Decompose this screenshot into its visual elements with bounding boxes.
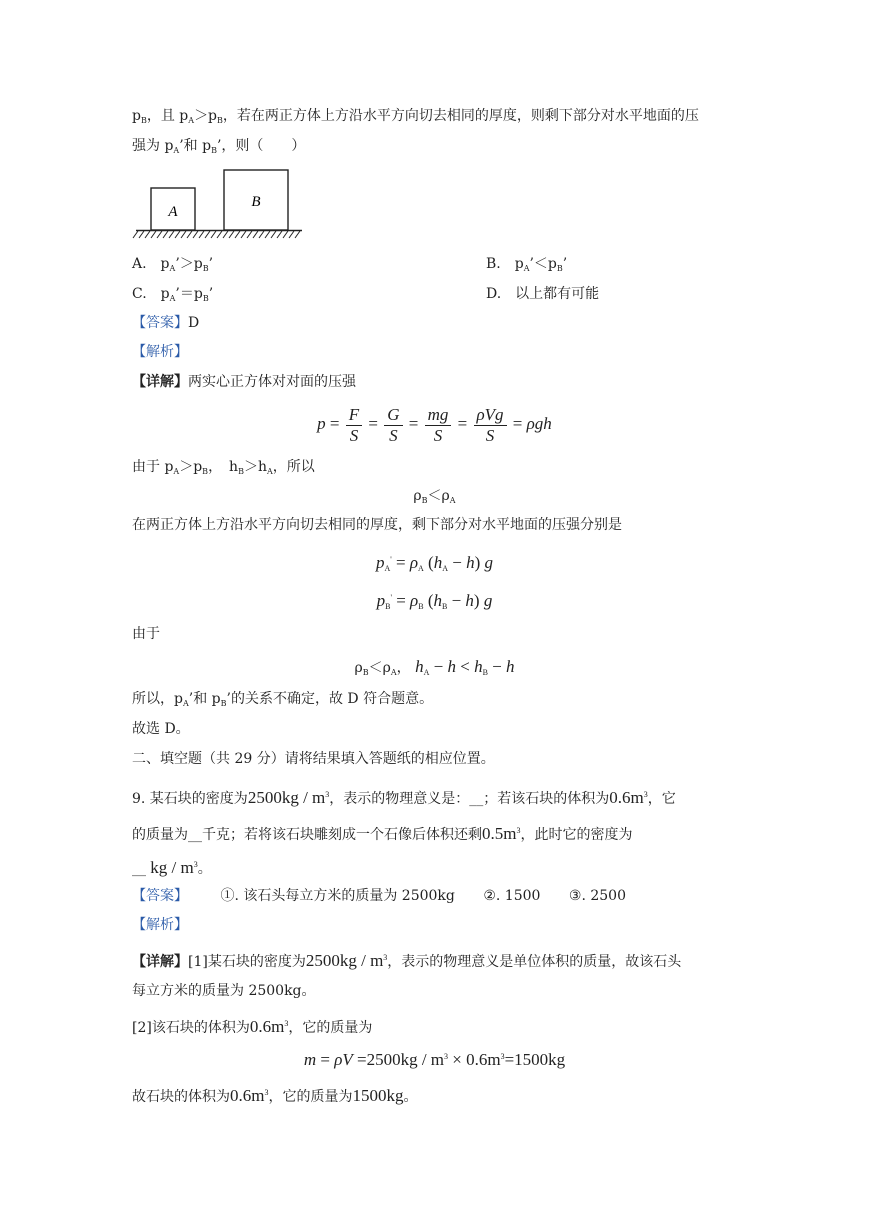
answer-tag: 【答案】	[132, 315, 188, 331]
q8-option-c: C. $p_A’=p_B$’	[132, 286, 214, 303]
pressure-formula: p = $\frac{F}{S}$ = $\frac{G}{S}$ = $\frac{mg}{S}$ = $\frac{\text{ρVg}}{S}$ = ρgh	[317, 404, 552, 445]
formula-pa: $p_A' = \rho_A$ $(h_A - h)$ g	[376, 553, 493, 573]
q9-final: 故石块的体积为$0.6m^3$，它的质量为1500kg。	[132, 1086, 418, 1105]
q8-answer: 【答案】D	[132, 315, 200, 331]
q8-relation2: $\rho_B<\rho_A$， $h_A - h < h_B - h$	[354, 657, 515, 677]
q9-answer: 【答案】 ①. 该石头每立方米的质量为 2500kg ②. 1500 ③. 2500	[132, 888, 626, 904]
mass-formula: $m = \rho V =2500kg / m^3 \times 0.6m^3=1500kg$	[303, 1050, 566, 1069]
q9-detail1-cont: 每立方米的质量为 2500kg。	[132, 983, 316, 999]
block-a-label: A	[168, 204, 178, 220]
q8-stem-line2: 强为 $p_A$’和 $p_B$’，则（ ）	[132, 138, 306, 155]
formula-pb: $p_B' = \rho_B$ $(h_B - h)$ g	[376, 591, 493, 611]
blocks-figure	[132, 166, 307, 242]
q9-detail1: 【详解】[1]某石块的密度为$2500kg / m^3$，表示的物理意义是单位体积的质量，故该石头	[132, 951, 682, 970]
section2-heading: 二、填空题（共 29 分）请将结果填入答题纸的相应位置。	[132, 751, 495, 767]
q9-line1: 9. 某石块的密度为$2500kg / m^3$，表示的物理意义是：__；若该石块的体积为$0.6m^3$，它	[132, 788, 676, 807]
block-b-label: B	[251, 194, 261, 210]
q8-since2: 由于	[132, 626, 160, 642]
q9-detail2: [2]该石块的体积为$0.6m^3$，它的质量为	[132, 1017, 373, 1036]
q8-option-b: B. $p_A’<p_B$’	[486, 256, 568, 273]
q8-cut-text: 在两正方体上方沿水平方向切去相同的厚度，剩下部分对水平地面的压强分别是	[132, 517, 622, 533]
q8-since1: 由于 $p_A>p_B$， $h_B>h_A$，所以	[132, 459, 315, 476]
q8-choose: 故选 D。	[132, 721, 190, 737]
q9-line3: __ kg / $m^3$。	[132, 858, 212, 877]
q8-option-a: A. $p_A’>p_B$’	[132, 256, 214, 273]
q9-analysis-tag: 【解析】	[132, 917, 188, 933]
q8-option-d: D. 以上都有可能	[486, 286, 600, 302]
q8-analysis-tag: 【解析】	[132, 344, 188, 360]
q9-line2: 的质量为__千克；若将该石块雕刻成一个石像后体积还剩$0.5m^3$，此时它的密度为	[132, 824, 633, 843]
q8-conclusion: 所以，$p_A$’和 $p_B$’的关系不确定，故 D 符合题意。	[132, 691, 434, 708]
q8-rho-relation: $\rho_B<\rho_A$	[413, 488, 456, 505]
q8-detail: 【详解】两实心正方体对对面的压强	[132, 374, 356, 390]
q8-stem-line1: $p_B$，且 $p_A>p_B$，若在两正方体上方沿水平方向切去相同的厚度，则剩下部分对水平地面的压	[132, 108, 699, 125]
